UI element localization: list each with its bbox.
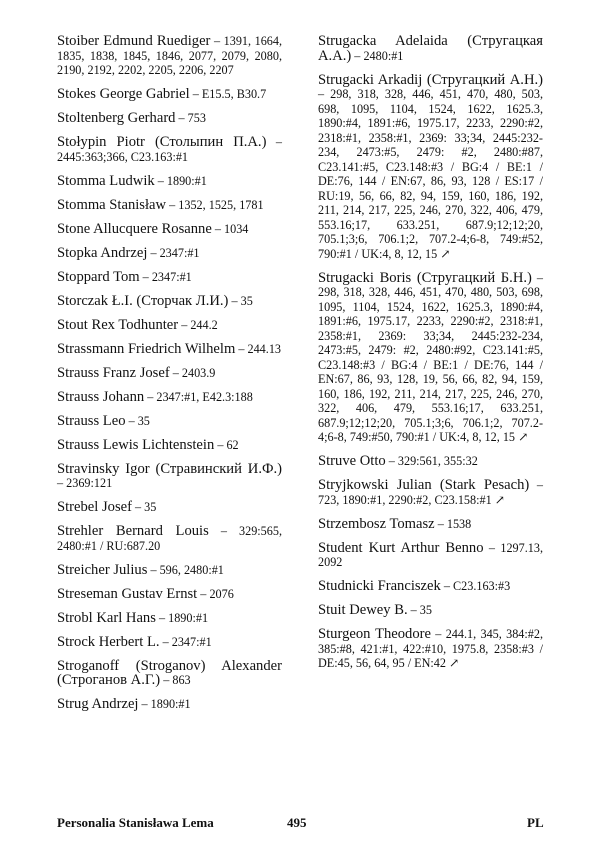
entry-references: 244.1, 345, 384:#2, 385:#8, 421:#1, 422:#10, 1975.8, 2358:#3 / DE:45, 56, 64, 95 / EN:42 ↗ <box>318 627 544 670</box>
entry-separator: – <box>385 454 398 468</box>
entry-references: 2347:#1 <box>159 245 200 260</box>
entry-separator: – <box>178 317 191 332</box>
index-entry <box>318 454 543 469</box>
entry-separator: – <box>210 34 224 48</box>
entry-references: 1391, 1664, 1835, 1838, 1845, 1846, 2077, 2079, 2080, 2190, 2192, 2202, 2205, 2206, 2207 <box>57 34 283 77</box>
entry-name: Stone Allucquere Rosanne <box>57 220 212 237</box>
entry-references: 596, 2480:#1 <box>159 562 224 577</box>
entry-name: Stopka Andrzej <box>57 244 148 261</box>
entry-name: Strugacki Boris (Стругацкий Б.Н.) <box>318 269 532 286</box>
entry-name: Streseman Gustav Ernst <box>57 585 198 602</box>
index-entry <box>57 111 282 126</box>
entry-separator: – <box>531 270 543 285</box>
entry-separator: – <box>407 603 420 617</box>
index-entry <box>57 524 282 553</box>
index-entry <box>318 603 543 618</box>
entry-separator: – <box>440 579 453 593</box>
index-entry <box>57 462 282 491</box>
entry-references: 863 <box>172 673 191 687</box>
left-column <box>57 34 282 721</box>
entry-separator: – <box>139 269 152 284</box>
entry-name: Strauss Lewis Lichtenstein <box>57 436 215 453</box>
entry-references: 2076 <box>209 586 234 601</box>
entry-separator: – <box>189 87 202 101</box>
entry-name: Stomma Ludwik <box>57 172 155 189</box>
entry-name: Stoltenberg Gerhard <box>57 110 176 126</box>
entry-name: Stołypin Piotr (Столыпин П.А.) <box>57 134 267 150</box>
entry-separator: – <box>228 293 241 308</box>
index-entry <box>57 563 282 578</box>
entry-name: Stokes George Gabriel <box>57 86 190 102</box>
index-entry <box>57 222 282 237</box>
index-entry <box>57 587 282 602</box>
entry-references: 723, 1890:#1, 2290:#2, C23.158:#1 ↗ <box>318 492 505 507</box>
index-entry <box>57 611 282 626</box>
entry-separator: – <box>214 437 227 452</box>
entry-references: 62 <box>226 437 239 452</box>
entry-references: E15.5, B30.7 <box>201 87 267 101</box>
index-entry <box>57 174 282 189</box>
entry-references: 1890:#1 <box>166 173 207 188</box>
entry-separator: – <box>434 516 447 531</box>
entry-separator: – <box>197 586 210 601</box>
entry-name: Stroganoff (Stroganov) Alexander (Строганов А.Г.) <box>57 657 282 688</box>
entry-references: 35 <box>144 500 157 514</box>
entry-separator: – <box>208 524 239 538</box>
index-entry <box>57 659 282 688</box>
entry-references: 298, 318, 328, 446, 451, 470, 480, 503, 698, 1095, 1104, 1524, 1622, 1625.3, 1890:#4, 1891:#6, 1975.17, 2233, 2290:#2, 2318:#1, 2358:#1, 2369: 33;34, 2445:232-234, 2473:#5, 2479: #2, 2480:#92, C23.141:#5, C23.148:#3 / BG:4 / BE:1 / DE:76, 144 / EN:67, 86, 93, 128, 19, 56, 66, 82, 94, 159, 160, 186, 192, 211, 214, 217, 225, 246, 270, 322, 406, 479, 553.16;17, 633.251, 687.9;12;12;20, 705.1;3;6, 706.1;2, 707.2-4;6-8, 749:#50, 790:#1 / UK:4, 8, 12, 15 ↗ <box>318 285 543 444</box>
entry-references: 2369:121 <box>66 476 113 490</box>
entry-separator: – <box>147 562 160 577</box>
entry-name: Stomma Stanisław <box>57 196 167 213</box>
index-entry <box>57 500 282 515</box>
index-entry <box>57 198 282 213</box>
entry-references: 244.13 <box>247 341 281 356</box>
index-entry <box>57 135 282 164</box>
entry-name: Strauss Leo <box>57 412 126 429</box>
entry-references: 1890:#1 <box>150 697 191 711</box>
entry-separator: – <box>160 673 173 687</box>
entry-name: Strehler Bernard Louis <box>57 523 209 539</box>
entry-separator: – <box>131 500 145 514</box>
entry-name: Streicher Julius <box>57 561 148 578</box>
entry-name: Storczak Ł.I. (Сторчак Л.И.) <box>57 292 229 309</box>
entry-separator: – <box>211 221 225 236</box>
entry-references: 244.2 <box>190 317 218 332</box>
entry-name: Sturgeon Theodore <box>318 626 431 642</box>
entry-separator: – <box>483 540 501 555</box>
entry-separator: – <box>431 627 446 641</box>
index-entry <box>57 342 282 357</box>
entry-references: 298, 318, 328, 446, 451, 470, 480, 503, 698, 1095, 1104, 1524, 1622, 1625.3, 1890:#4, 1891:#6, 1975.17, 2233, 2290:#2, 2318:#1, 2358:#1, 2369: 33;34, 2445:232-234, 2473:#5, 2479: #2, 2480:#87, C23.141:#5, C23.148:#3 / BG:4 / BE:1 / DE:76, 144 / EN:67, 86, 93, 128 / ES:17 / RU:19, 56, 66, 82, 94, 159, 160, 186, 192, 211, 214, 217, 225, 246, 270, 322, 406, 479, 553.16;17, 633.251, 687.9;12;12;20, 705.1;3;6, 706.1;2, 707.2-4;6-8, 749:#52, 790:#1 / UK:4, 8, 12, 15 ↗ <box>318 87 544 261</box>
entry-references: 2347:#1 <box>151 269 192 284</box>
index-entry <box>57 697 282 712</box>
entry-references: 2480:#1 <box>363 48 404 63</box>
entry-separator: – <box>159 634 172 649</box>
index-entry <box>318 627 543 671</box>
entry-separator: – <box>169 365 182 380</box>
index-entry <box>318 34 543 63</box>
entry-references: 2347:#1, E42.3:188 <box>156 389 253 404</box>
entry-name: Student Kurt Arthur Benno <box>318 539 484 556</box>
index-entry <box>57 438 282 453</box>
entry-separator: – <box>318 87 331 101</box>
entry-references: 35 <box>137 413 150 428</box>
entry-separator: – <box>166 197 179 212</box>
index-entry <box>57 635 282 650</box>
index-entry <box>57 318 282 333</box>
index-entry <box>318 271 543 445</box>
entry-name: Strzembosz Tomasz <box>318 515 435 532</box>
entry-name: Strug Andrzej <box>57 696 139 712</box>
index-entry <box>57 87 282 102</box>
entry-separator: – <box>266 135 282 149</box>
entry-separator: – <box>154 173 167 188</box>
right-column <box>318 34 543 680</box>
entry-separator: – <box>147 245 160 260</box>
entry-name: Stoiber Edmund Ruediger <box>57 33 211 49</box>
index-entry <box>318 541 543 570</box>
index-entry <box>57 366 282 381</box>
entry-separator: – <box>529 478 544 492</box>
entry-name: Stuit Dewey B. <box>318 602 408 618</box>
index-entry <box>57 390 282 405</box>
entry-name: Strauss Johann <box>57 388 145 405</box>
entry-name: Struve Otto <box>318 453 386 469</box>
entry-references: 35 <box>419 603 432 617</box>
entry-name: Strock Herbert L. <box>57 633 160 650</box>
entry-references: 1034 <box>224 221 249 236</box>
entry-name: Strebel Josef <box>57 499 132 515</box>
entry-references: 2403.9 <box>181 365 216 380</box>
entry-references: 1538 <box>446 516 472 531</box>
page-number: 495 <box>287 815 307 830</box>
entry-separator: – <box>155 610 169 625</box>
entry-separator: – <box>138 697 151 711</box>
index-entry <box>318 579 543 594</box>
entry-references: C23.163:#3 <box>453 579 511 593</box>
language-code: PL <box>527 815 544 830</box>
entry-references: 1297.13, 2092 <box>318 540 544 569</box>
entry-references: 1890:#1 <box>168 610 209 625</box>
entry-name: Stravinsky Igor (Стравинский И.Ф.) <box>57 460 282 477</box>
index-entry <box>57 246 282 261</box>
entry-references: 1352, 1525, 1781 <box>178 197 264 212</box>
entry-separator: – <box>144 389 157 404</box>
entry-name: Stoppard Tom <box>57 268 140 285</box>
entry-name: Stryjkowski Julian (Stark Pesach) <box>318 477 530 493</box>
entry-references: 329:561, 355:32 <box>397 454 478 468</box>
entry-separator: – <box>175 111 188 125</box>
index-entry <box>318 517 543 532</box>
entry-name: Strugacka Adelaida (Стругацкая А.А.) <box>318 33 543 64</box>
entry-separator: – <box>235 341 248 356</box>
index-entry <box>57 34 282 78</box>
index-entry <box>318 73 543 262</box>
entry-references: 35 <box>240 293 253 308</box>
entry-separator: – <box>351 48 364 63</box>
entry-references: 2445:363;366, C23.163:#1 <box>57 149 189 164</box>
entry-name: Studnicki Franciszek <box>318 578 441 594</box>
entry-references: 2347:#1 <box>171 634 212 649</box>
entry-references: 753 <box>187 111 206 125</box>
entry-separator: – <box>125 413 138 428</box>
entry-name: Strassmann Friedrich Wilhelm <box>57 340 236 357</box>
index-entry <box>57 414 282 429</box>
entry-name: Stout Rex Todhunter <box>57 316 179 333</box>
index-entry <box>57 270 282 285</box>
index-entry <box>318 478 543 507</box>
index-entry <box>57 294 282 309</box>
entry-name: Strauss Franz Josef <box>57 364 170 381</box>
entry-separator: – <box>57 476 67 490</box>
entry-references: 329:565, 2480:#1 / RU:687.20 <box>57 524 282 553</box>
entry-name: Strobl Karl Hans <box>57 609 156 626</box>
footer-title: Personalia Stanisława Lema <box>57 815 214 830</box>
entry-name: Strugacki Arkadij (Стругацкий А.Н.) <box>318 71 543 88</box>
